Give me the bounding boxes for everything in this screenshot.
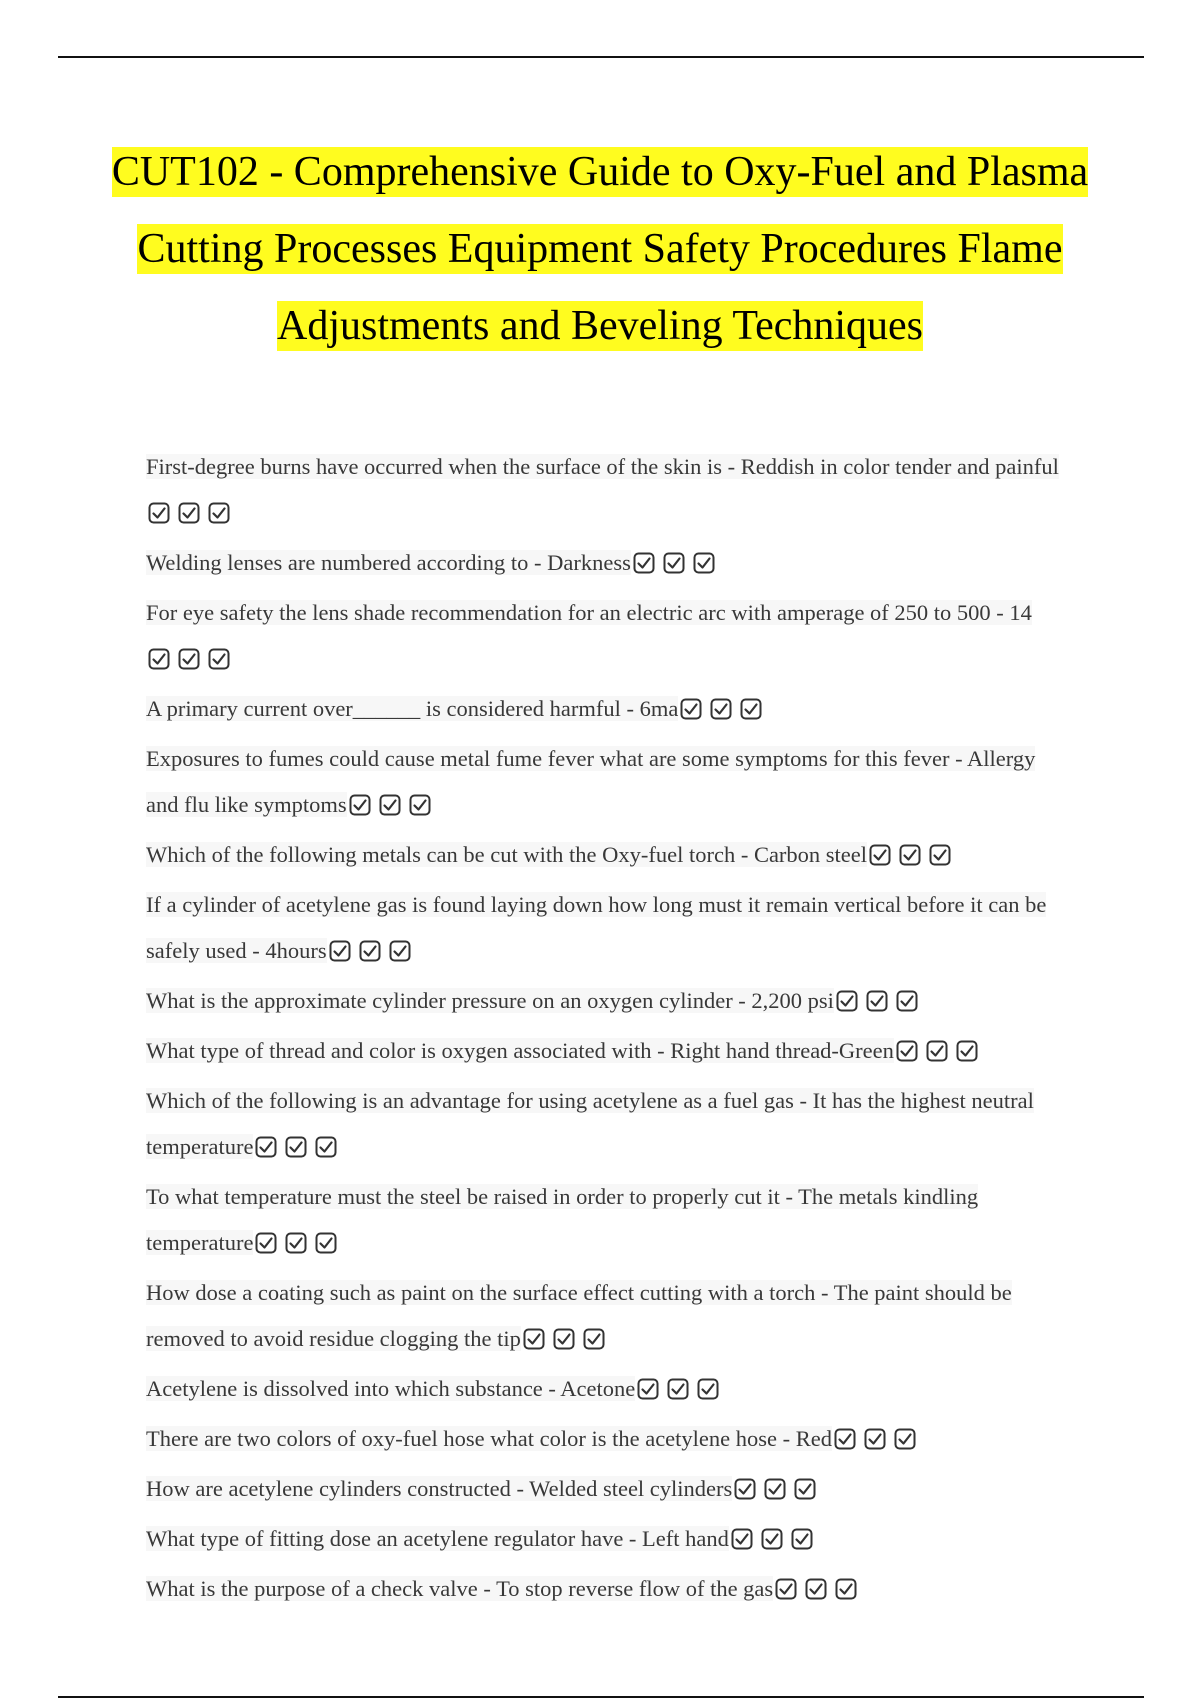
checkbox-checked-icon bbox=[285, 1136, 307, 1158]
check-marks bbox=[834, 1420, 924, 1466]
checkbox-checked-icon bbox=[315, 1136, 337, 1158]
checkbox-checked-icon bbox=[929, 844, 951, 866]
qa-item bbox=[146, 1566, 1068, 1616]
checkbox-checked-icon bbox=[734, 1478, 756, 1500]
qa-item bbox=[146, 1078, 1068, 1174]
checkbox-checked-icon bbox=[899, 844, 921, 866]
checkbox-checked-icon bbox=[663, 552, 685, 574]
checkbox-checked-icon bbox=[637, 1378, 659, 1400]
check-marks bbox=[255, 1128, 345, 1174]
qa-item bbox=[146, 882, 1068, 978]
checkbox-checked-icon bbox=[285, 1232, 307, 1254]
top-rule bbox=[58, 56, 1144, 58]
checkbox-checked-icon bbox=[805, 1578, 827, 1600]
qa-item bbox=[146, 590, 1068, 686]
checkbox-checked-icon bbox=[864, 1428, 886, 1450]
checkbox-checked-icon bbox=[359, 940, 381, 962]
check-marks bbox=[148, 494, 238, 540]
check-marks bbox=[869, 836, 959, 882]
qa-item bbox=[146, 1466, 1068, 1516]
checkbox-checked-icon bbox=[178, 502, 200, 524]
qa-item-text: Welding lenses are numbered according to - Darkness bbox=[146, 550, 631, 575]
qa-item-text: What is the purpose of a check valve - To stop reverse flow of the gas bbox=[146, 1576, 774, 1601]
qa-item bbox=[146, 978, 1068, 1028]
qa-item bbox=[146, 1516, 1068, 1566]
checkbox-checked-icon bbox=[255, 1136, 277, 1158]
checkbox-checked-icon bbox=[956, 1040, 978, 1062]
checkbox-checked-icon bbox=[896, 990, 918, 1012]
check-marks bbox=[349, 786, 439, 832]
qa-item bbox=[146, 1028, 1068, 1078]
checkbox-checked-icon bbox=[680, 698, 702, 720]
qa-item bbox=[146, 736, 1068, 832]
check-marks bbox=[148, 640, 238, 686]
check-marks bbox=[633, 544, 723, 590]
qa-item-text: There are two colors of oxy-fuel hose what color is the acetylene hose - Red bbox=[146, 1426, 832, 1451]
checkbox-checked-icon bbox=[583, 1328, 605, 1350]
checkbox-checked-icon bbox=[761, 1528, 783, 1550]
qa-item bbox=[146, 686, 1068, 736]
checkbox-checked-icon bbox=[697, 1378, 719, 1400]
check-marks bbox=[523, 1320, 613, 1366]
checkbox-checked-icon bbox=[379, 794, 401, 816]
check-marks bbox=[329, 932, 419, 978]
checkbox-checked-icon bbox=[710, 698, 732, 720]
qa-item bbox=[146, 1270, 1068, 1366]
checkbox-checked-icon bbox=[794, 1478, 816, 1500]
checkbox-checked-icon bbox=[667, 1378, 689, 1400]
qa-item-text: Which of the following is an advantage for using acetylene as a fuel gas - It has the highest neutral temperature bbox=[146, 1088, 1034, 1159]
checkbox-checked-icon bbox=[869, 844, 891, 866]
checkbox-checked-icon bbox=[315, 1232, 337, 1254]
checkbox-checked-icon bbox=[349, 794, 371, 816]
checkbox-checked-icon bbox=[409, 794, 431, 816]
qa-item bbox=[146, 444, 1068, 540]
checkbox-checked-icon bbox=[148, 648, 170, 670]
checkbox-checked-icon bbox=[764, 1478, 786, 1500]
qa-item-text: Exposures to fumes could cause metal fume fever what are some symptoms for this fever - Allergy and flu like symptoms bbox=[146, 746, 1036, 817]
checkbox-checked-icon bbox=[553, 1328, 575, 1350]
qa-item bbox=[146, 1416, 1068, 1466]
qa-item-text: For eye safety the lens shade recommendation for an electric arc with amperage of 250 to 500 - 14 bbox=[146, 600, 1032, 625]
check-marks bbox=[775, 1570, 865, 1616]
qa-item-text: A primary current over______ is considered harmful - 6ma bbox=[146, 696, 679, 721]
checkbox-checked-icon bbox=[208, 502, 230, 524]
page-title-text: CUT102 - Comprehensive Guide to Oxy-Fuel and Plasma Cutting Processes Equipment Safety Procedures Flame Adjustments and Beveling Techniques bbox=[111, 149, 1089, 349]
checkbox-checked-icon bbox=[836, 990, 858, 1012]
qa-item-text: First-degree burns have occurred when the surface of the skin is - Reddish in color tender and painful bbox=[146, 454, 1059, 479]
checkbox-checked-icon bbox=[523, 1328, 545, 1350]
check-marks bbox=[680, 690, 770, 736]
qa-item-text: What is the approximate cylinder pressure on an oxygen cylinder - 2,200 psi bbox=[146, 988, 834, 1013]
qa-item bbox=[146, 1366, 1068, 1416]
qa-item-text: Which of the following metals can be cut with the Oxy-fuel torch - Carbon steel bbox=[146, 842, 868, 867]
check-marks bbox=[896, 1032, 986, 1078]
checkbox-checked-icon bbox=[834, 1428, 856, 1450]
page-title bbox=[100, 134, 1100, 365]
checkbox-checked-icon bbox=[633, 552, 655, 574]
check-marks bbox=[734, 1470, 824, 1516]
qa-item-text: How are acetylene cylinders constructed - Welded steel cylinders bbox=[146, 1476, 733, 1501]
qa-item-text: Acetylene is dissolved into which substance - Acetone bbox=[146, 1376, 636, 1401]
qa-item-text: What type of thread and color is oxygen associated with - Right hand thread-Green bbox=[146, 1038, 894, 1063]
checkbox-checked-icon bbox=[693, 552, 715, 574]
checkbox-checked-icon bbox=[208, 648, 230, 670]
qa-item bbox=[146, 540, 1068, 590]
check-marks bbox=[637, 1370, 727, 1416]
qa-item-text: To what temperature must the steel be raised in order to properly cut it - The metals kindling temperature bbox=[146, 1184, 979, 1255]
check-marks bbox=[731, 1520, 821, 1566]
bottom-rule bbox=[58, 1696, 1144, 1698]
checkbox-checked-icon bbox=[866, 990, 888, 1012]
checkbox-checked-icon bbox=[148, 502, 170, 524]
checkbox-checked-icon bbox=[740, 698, 762, 720]
qa-item-text: If a cylinder of acetylene gas is found laying down how long must it remain vertical before it can be safely used - 4hours bbox=[146, 892, 1047, 963]
qa-item-text: What type of fitting dose an acetylene regulator have - Left hand bbox=[146, 1526, 729, 1551]
checkbox-checked-icon bbox=[329, 940, 351, 962]
checkbox-checked-icon bbox=[926, 1040, 948, 1062]
checkbox-checked-icon bbox=[896, 1040, 918, 1062]
checkbox-checked-icon bbox=[389, 940, 411, 962]
checkbox-checked-icon bbox=[731, 1528, 753, 1550]
checkbox-checked-icon bbox=[835, 1578, 857, 1600]
checkbox-checked-icon bbox=[775, 1578, 797, 1600]
qa-item bbox=[146, 832, 1068, 882]
checkbox-checked-icon bbox=[894, 1428, 916, 1450]
qa-list bbox=[146, 444, 1068, 1616]
checkbox-checked-icon bbox=[255, 1232, 277, 1254]
check-marks bbox=[255, 1224, 345, 1270]
check-marks bbox=[836, 982, 926, 1028]
qa-item-text: How dose a coating such as paint on the surface effect cutting with a torch - The paint should be removed to avoid residue clogging the tip bbox=[146, 1280, 1012, 1351]
checkbox-checked-icon bbox=[791, 1528, 813, 1550]
checkbox-checked-icon bbox=[178, 648, 200, 670]
qa-item bbox=[146, 1174, 1068, 1270]
